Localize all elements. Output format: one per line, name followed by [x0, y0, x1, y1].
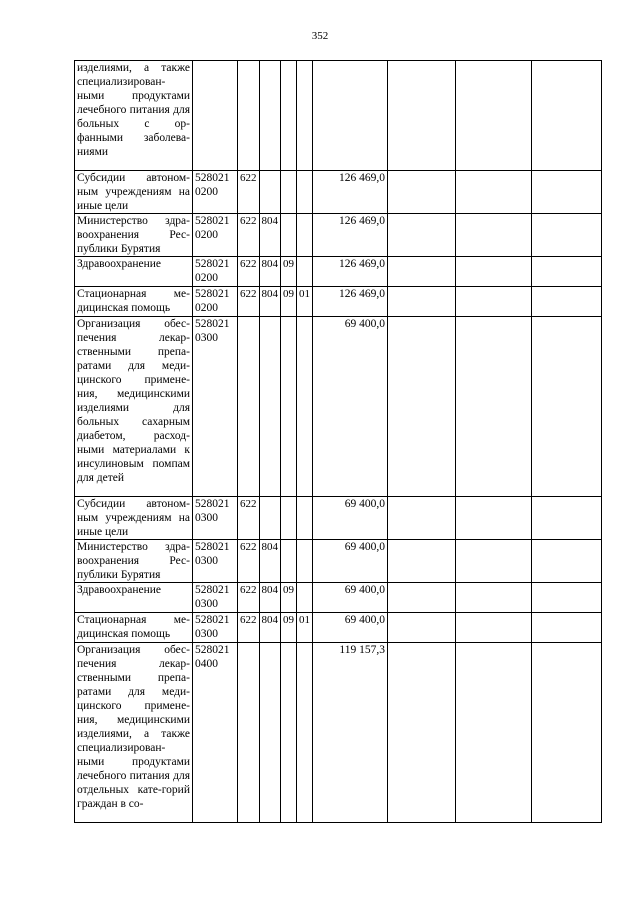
- row-empty-cell: [388, 61, 456, 171]
- row-name: Субсидии автоном-ным учреждениям на иные цели: [75, 171, 193, 214]
- row-empty-cell: [388, 171, 456, 214]
- row-empty-cell: [456, 287, 532, 317]
- row-amount: 119 157,3: [313, 643, 388, 823]
- row-code: 528021 0400: [193, 643, 238, 823]
- row-gr: 804: [259, 214, 281, 257]
- row-empty-cell: [532, 61, 602, 171]
- row-empty-cell: [388, 317, 456, 497]
- row-pr: [297, 643, 313, 823]
- row-empty-cell: [456, 317, 532, 497]
- row-vr: [238, 317, 260, 497]
- row-empty-cell: [456, 643, 532, 823]
- row-amount: [313, 61, 388, 171]
- row-empty-cell: [532, 257, 602, 287]
- row-vr: 622: [238, 540, 260, 583]
- row-amount: 69 400,0: [313, 317, 388, 497]
- row-vr: [238, 61, 260, 171]
- row-code: 528021 0200: [193, 171, 238, 214]
- row-pr: [297, 171, 313, 214]
- row-vr: 622: [238, 583, 260, 613]
- table-row: [75, 171, 602, 214]
- row-gr: 804: [259, 540, 281, 583]
- row-code: 528021 0200: [193, 257, 238, 287]
- row-empty-cell: [532, 171, 602, 214]
- table-row: [75, 61, 602, 171]
- row-code: [193, 61, 238, 171]
- page-number: 352: [311, 30, 329, 42]
- row-vr: 622: [238, 497, 260, 540]
- row-vr: 622: [238, 257, 260, 287]
- row-vr: 622: [238, 171, 260, 214]
- table-row: [75, 643, 602, 823]
- row-vr: [238, 643, 260, 823]
- row-rz: [281, 214, 297, 257]
- row-pr: [297, 497, 313, 540]
- row-name: Субсидии автоном-ным учреждениям на иные цели: [75, 497, 193, 540]
- row-name: Здравоохранение: [75, 257, 193, 287]
- row-gr: [259, 497, 281, 540]
- row-rz: [281, 171, 297, 214]
- row-rz: 09: [281, 583, 297, 613]
- row-rz: 09: [281, 613, 297, 643]
- row-empty-cell: [456, 540, 532, 583]
- row-amount: 69 400,0: [313, 497, 388, 540]
- table-row: [75, 540, 602, 583]
- row-empty-cell: [456, 497, 532, 540]
- row-gr: [259, 61, 281, 171]
- row-gr: 804: [259, 257, 281, 287]
- row-empty-cell: [456, 583, 532, 613]
- row-empty-cell: [456, 171, 532, 214]
- row-name: Стационарная ме-дицинская помощь: [75, 287, 193, 317]
- row-amount: 126 469,0: [313, 257, 388, 287]
- row-amount: 126 469,0: [313, 214, 388, 257]
- row-rz: [281, 540, 297, 583]
- row-empty-cell: [532, 540, 602, 583]
- row-code: 528021 0200: [193, 287, 238, 317]
- row-empty-cell: [532, 583, 602, 613]
- budget-table: [74, 60, 602, 823]
- table-row: [75, 583, 602, 613]
- table-row: [75, 257, 602, 287]
- row-rz: [281, 497, 297, 540]
- row-code: 528021 0300: [193, 497, 238, 540]
- row-empty-cell: [532, 497, 602, 540]
- row-rz: [281, 61, 297, 171]
- row-gr: [259, 643, 281, 823]
- row-empty-cell: [456, 257, 532, 287]
- row-empty-cell: [532, 287, 602, 317]
- row-vr: 622: [238, 287, 260, 317]
- row-amount: 126 469,0: [313, 287, 388, 317]
- row-pr: [297, 214, 313, 257]
- row-amount: 69 400,0: [313, 613, 388, 643]
- table-row: [75, 497, 602, 540]
- row-vr: 622: [238, 613, 260, 643]
- table-row: [75, 613, 602, 643]
- row-empty-cell: [388, 497, 456, 540]
- row-name: Организация обес-печения лекар-ственными препа-ратами для меди-цинского примене-ния, медицинскими изделиями, а также специализирован-ными продуктами лечебного питания для отдельных кате-горий граждан в со-: [75, 643, 193, 823]
- row-empty-cell: [388, 214, 456, 257]
- table-row: [75, 287, 602, 317]
- row-gr: [259, 317, 281, 497]
- row-empty-cell: [388, 643, 456, 823]
- row-gr: 804: [259, 287, 281, 317]
- row-empty-cell: [532, 613, 602, 643]
- row-pr: [297, 540, 313, 583]
- row-code: 528021 0300: [193, 583, 238, 613]
- row-empty-cell: [456, 61, 532, 171]
- row-empty-cell: [532, 643, 602, 823]
- row-pr: [297, 583, 313, 613]
- row-name: Организация обес-печения лекар-ственными препа-ратами для меди-цинского примене-ния, медицинскими изделиями для больных сахарным диабетом, расход-ными материалами к инсулиновым помпам для детей: [75, 317, 193, 497]
- row-code: 528021 0200: [193, 214, 238, 257]
- row-gr: [259, 171, 281, 214]
- row-gr: 804: [259, 613, 281, 643]
- table-row: [75, 317, 602, 497]
- row-name: Стационарная ме-дицинская помощь: [75, 613, 193, 643]
- row-pr: [297, 61, 313, 171]
- table-row: [75, 214, 602, 257]
- row-empty-cell: [532, 214, 602, 257]
- row-pr: 01: [297, 613, 313, 643]
- row-empty-cell: [532, 317, 602, 497]
- row-name: изделиями, а также специализирован-ными продуктами лечебного питания для больных с ор-фанными заболева-ниями: [75, 61, 193, 171]
- row-amount: 69 400,0: [313, 540, 388, 583]
- row-empty-cell: [456, 214, 532, 257]
- row-pr: [297, 257, 313, 287]
- row-rz: 09: [281, 257, 297, 287]
- row-pr: 01: [297, 287, 313, 317]
- row-vr: 622: [238, 214, 260, 257]
- row-code: 528021 0300: [193, 317, 238, 497]
- row-gr: 804: [259, 583, 281, 613]
- row-code: 528021 0300: [193, 613, 238, 643]
- row-pr: [297, 317, 313, 497]
- row-empty-cell: [388, 287, 456, 317]
- row-empty-cell: [456, 613, 532, 643]
- row-empty-cell: [388, 583, 456, 613]
- row-amount: 69 400,0: [313, 583, 388, 613]
- row-empty-cell: [388, 257, 456, 287]
- row-name: Министерство здра-воохранения Рес-публики Бурятия: [75, 214, 193, 257]
- row-name: Здравоохранение: [75, 583, 193, 613]
- row-code: 528021 0300: [193, 540, 238, 583]
- row-rz: [281, 317, 297, 497]
- row-empty-cell: [388, 540, 456, 583]
- row-rz: 09: [281, 287, 297, 317]
- row-name: Министерство здра-воохранения Рес-публики Бурятия: [75, 540, 193, 583]
- row-rz: [281, 643, 297, 823]
- row-empty-cell: [388, 613, 456, 643]
- row-amount: 126 469,0: [313, 171, 388, 214]
